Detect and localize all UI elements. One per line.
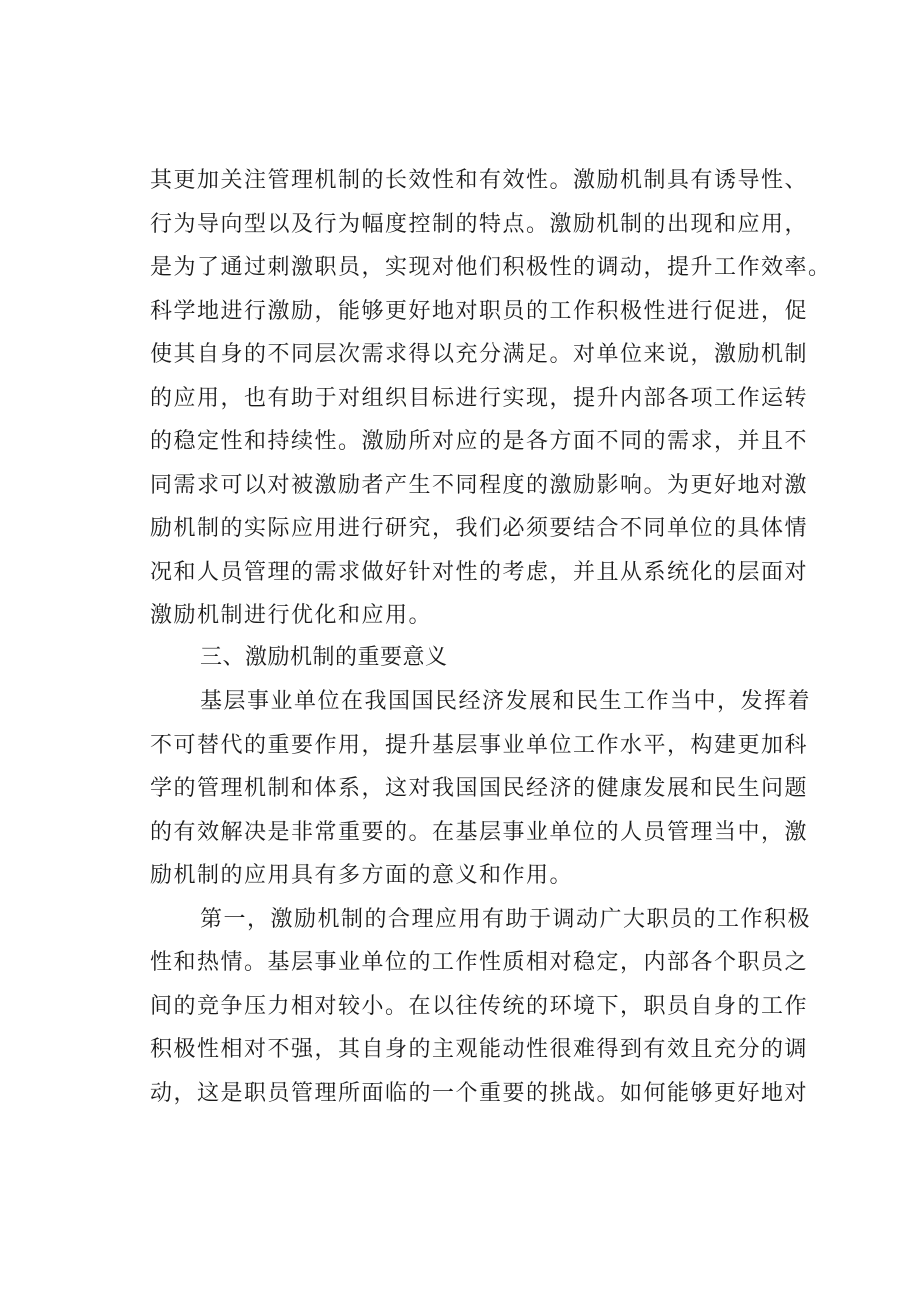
paragraph-intro-line: 的应用，也有助于对组织目标进行实现，提升内部各项工作运转 (150, 386, 809, 411)
paragraph-intro-line: 其更加关注管理机制的长效性和有效性。激励机制具有诱导性、 (150, 168, 809, 193)
paragraph-intro-line: 是为了通过刺激职员，实现对他们积极性的调动，提升工作效率。 (150, 255, 832, 280)
paragraph-first-line: 性和热情。基层事业单位的工作性质相对稳定，内部各个职员之 (150, 950, 809, 975)
paragraph-intro-line: 激励机制进行优化和应用。 (150, 603, 433, 628)
paragraph-first-line: 动，这是职员管理所面临的一个重要的挑战。如何能够更好地对 (150, 1081, 809, 1106)
section-heading: 三、激励机制的重要意义 (200, 645, 448, 670)
paragraph-significance-line: 学的管理机制和体系，这对我国国民经济的健康发展和民生问题 (150, 776, 809, 801)
paragraph-intro-line: 的稳定性和持续性。激励所对应的是各方面不同的需求，并且不 (150, 429, 809, 454)
paragraph-significance-line: 不可替代的重要作用，提升基层事业单位工作水平，构建更加科 (150, 733, 809, 758)
paragraph-significance-line: 励机制的应用具有多方面的意义和作用。 (150, 863, 574, 888)
paragraph-intro-line: 使其自身的不同层次需求得以充分满足。对单位来说，激励机制 (150, 342, 809, 367)
paragraph-significance-line: 的有效解决是非常重要的。在基层事业单位的人员管理当中，激 (150, 820, 809, 845)
paragraph-first-line: 间的竞争压力相对较小。在以往传统的环境下，职员自身的工作 (150, 994, 809, 1019)
paragraph-intro-line: 行为导向型以及行为幅度控制的特点。激励机制的出现和应用， (150, 212, 809, 237)
paragraph-intro-line: 况和人员管理的需求做好针对性的考虑，并且从系统化的层面对 (150, 560, 809, 585)
paragraph-intro-line: 励机制的实际应用进行研究，我们必须要结合不同单位的具体情 (150, 516, 809, 541)
paragraph-intro-line: 科学地进行激励，能够更好地对职员的工作积极性进行促进，促 (150, 299, 809, 324)
document-body (150, 0, 832, 1301)
paragraph-first-line: 积极性相对不强，其自身的主观能动性很难得到有效且充分的调 (150, 1037, 809, 1062)
paragraph-first-line: 第一，激励机制的合理应用有助于调动广大职员的工作积极 (200, 907, 812, 932)
paragraph-significance-line: 基层事业单位在我国国民经济发展和民生工作当中，发挥着 (200, 689, 812, 714)
paragraph-intro-line: 同需求可以对被激励者产生不同程度的激励影响。为更好地对激 (150, 473, 809, 498)
